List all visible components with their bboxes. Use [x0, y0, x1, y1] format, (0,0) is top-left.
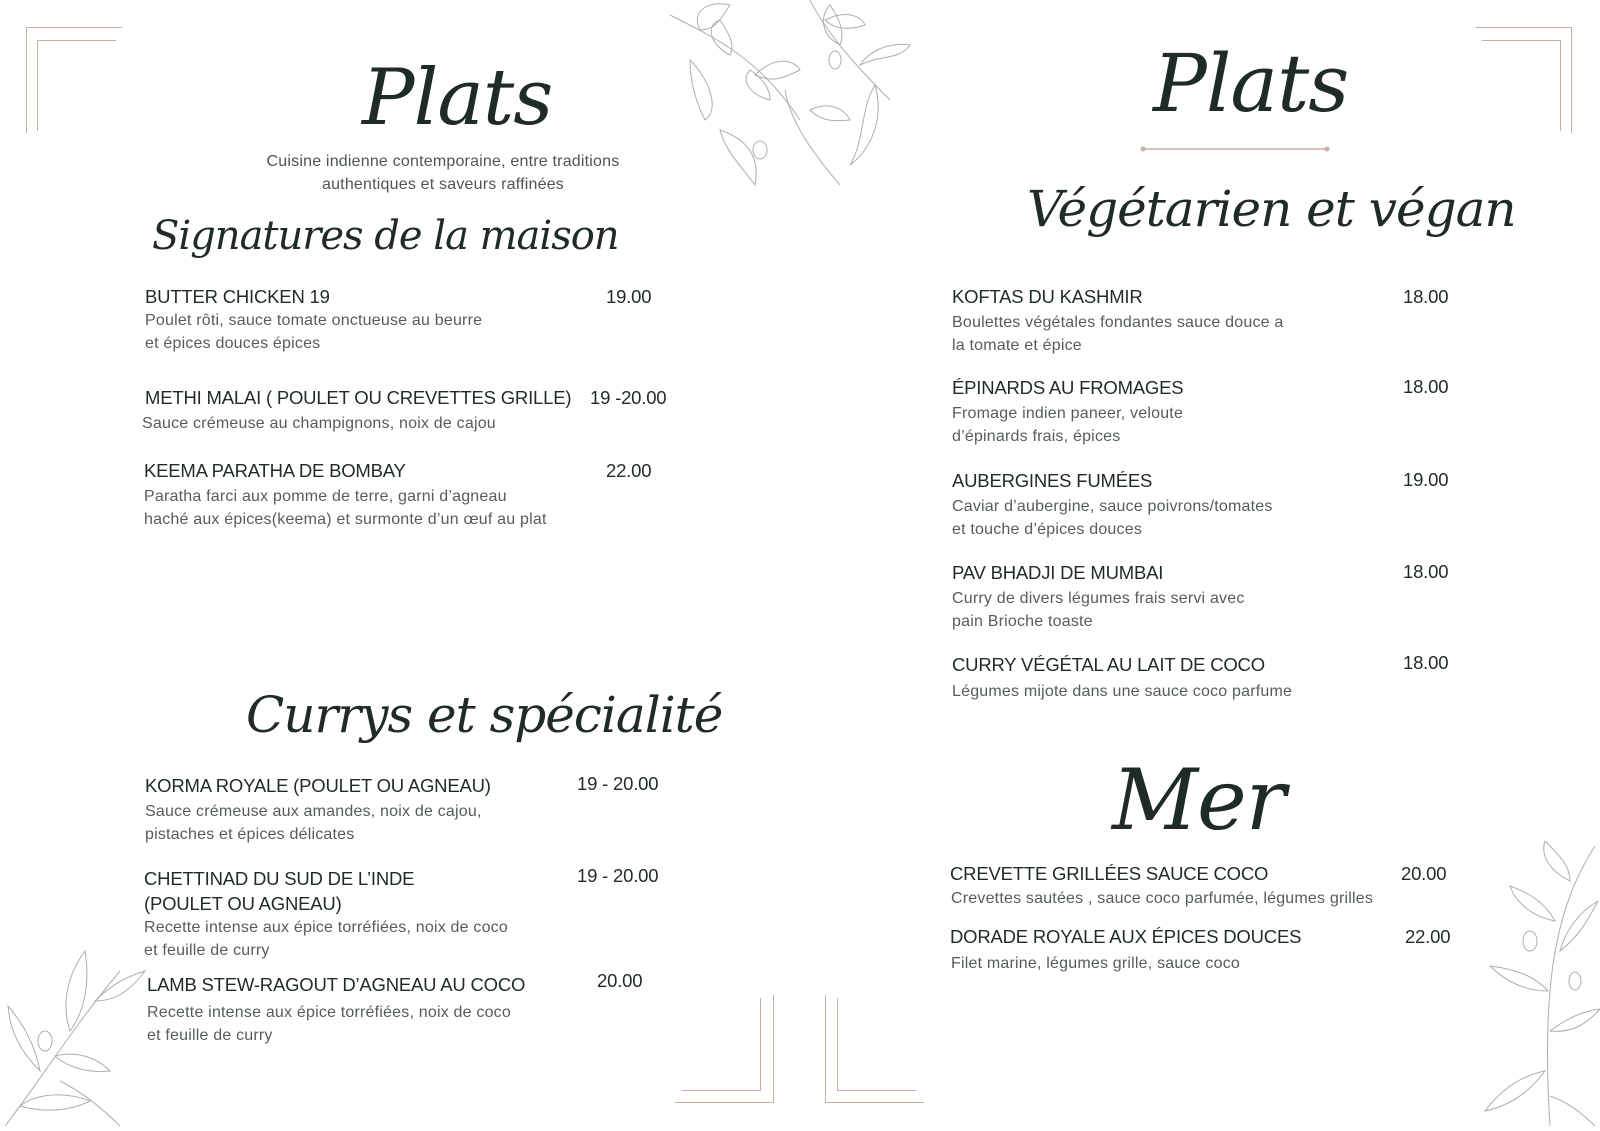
description-line: Boulettes végétales fondantes sauce douce a	[952, 314, 1284, 331]
description-line: la tomate et épice	[952, 337, 1082, 354]
corner-frame-top-left-inner	[37, 40, 116, 131]
menu-item-description	[147, 1001, 511, 1047]
description-line: et touche d’épices douces	[952, 521, 1143, 538]
menu-item-price: 22.00	[1405, 926, 1451, 947]
menu-item-description	[142, 412, 496, 435]
menu-item-description	[145, 309, 482, 355]
menu-item-price: 20.00	[1401, 863, 1447, 884]
menu-item-name: KORMA ROYALE (POULET OU AGNEAU)	[145, 775, 491, 796]
description-line: Recette intense aux épice torréfiées, noix de coco	[144, 919, 508, 936]
title-divider-ornament	[1140, 144, 1330, 154]
corner-frame-bottom-center-left-inner	[682, 998, 761, 1091]
menu-item-name: METHI MALAI ( POULET OU CREVETTES GRILLE)	[145, 387, 572, 408]
corner-frame-bottom-center-right-inner	[837, 998, 916, 1091]
menu-item-name: KOFTAS DU KASHMIR	[952, 286, 1143, 307]
subtitle-line: Cuisine indienne contemporaine, entre traditions	[266, 153, 620, 170]
menu-item-name: AUBERGINES FUMÉES	[952, 470, 1153, 491]
menu-item-name: KEEMA PARATHA DE BOMBAY	[144, 460, 406, 481]
menu-item-description	[952, 587, 1245, 633]
section-title-mer: Mer	[1112, 751, 1285, 849]
menu-item-price: 18.00	[1403, 286, 1449, 307]
right-page-title: Plats	[1153, 37, 1349, 130]
description-line: et feuille de curry	[147, 1027, 273, 1044]
item-name-line: (POULET OU AGNEAU)	[144, 893, 342, 914]
description-line: Légumes mijote dans une sauce coco parfume	[952, 683, 1293, 700]
olive-branch-top-center-icon	[660, 0, 940, 200]
menu-item-price: 19 - 20.00	[577, 865, 659, 886]
menu-item-name: CREVETTE GRILLÉES SAUCE COCO	[950, 863, 1269, 884]
menu-item-price: 20.00	[597, 970, 643, 991]
description-line: Filet marine, légumes grille, sauce coco	[951, 955, 1241, 972]
section-title-signatures: Signatures de la maison	[152, 213, 619, 259]
description-line: Caviar d’aubergine, sauce poivrons/tomates	[952, 498, 1273, 515]
corner-frame-top-right-inner	[1482, 40, 1561, 131]
description-line: et feuille de curry	[144, 942, 270, 959]
menu-item-price: 19 -20.00	[590, 387, 667, 408]
left-page-title: Plats	[362, 53, 553, 143]
menu-item-description	[145, 800, 482, 846]
item-name-line: CHETTINAD DU SUD DE L’INDE	[144, 868, 415, 889]
menu-item-description	[951, 887, 1373, 910]
description-line: Sauce crémeuse au champignons, noix de cajou	[142, 415, 496, 432]
description-line: Poulet rôti, sauce tomate onctueuse au beurre	[145, 312, 483, 329]
menu-item-description	[952, 495, 1273, 541]
menu-item-price: 18.00	[1403, 561, 1449, 582]
menu-item-description	[952, 402, 1183, 448]
menu-item-price: 19.00	[1403, 469, 1449, 490]
description-line: Sauce crémeuse aux amandes, noix de cajou,	[145, 803, 482, 820]
description-line: et épices douces épices	[145, 335, 321, 352]
menu-item-price: 18.00	[1403, 376, 1449, 397]
menu-item-price: 18.00	[1403, 652, 1449, 673]
description-line: Curry de divers légumes frais servi avec	[952, 590, 1245, 607]
menu-item-description	[144, 485, 547, 531]
menu-item-name: BUTTER CHICKEN 19	[145, 286, 330, 307]
menu-item-name: DORADE ROYALE AUX ÉPICES DOUCES	[950, 926, 1302, 947]
olive-branch-bottom-left-icon	[0, 931, 150, 1131]
menu-item-description	[952, 680, 1292, 703]
olive-branch-bottom-right-icon	[1470, 841, 1600, 1131]
section-title-currys: Currys et spécialité	[246, 686, 723, 744]
section-title-vegetarien: Végétarien et végan	[1027, 180, 1516, 238]
description-line: Paratha farci aux pomme de terre, garni d’agneau	[144, 488, 507, 505]
menu-item-description	[952, 311, 1284, 357]
menu-item-description	[144, 916, 508, 962]
subtitle-line: authentiques et saveurs raffinées	[321, 176, 564, 193]
menu-item-name: LAMB STEW-RAGOUT D’AGNEAU AU COCO	[147, 974, 526, 995]
menu-item-name: PAV BHADJI DE MUMBAI	[952, 562, 1164, 583]
description-line: Crevettes sautées , sauce coco parfumée, légumes grilles	[951, 890, 1374, 907]
description-line: d’épinards frais, épices	[952, 428, 1121, 445]
menu-item-price: 19.00	[606, 286, 652, 307]
menu-item-name	[144, 866, 414, 916]
menu-item-price: 22.00	[606, 460, 652, 481]
left-page-subtitle	[228, 150, 658, 196]
description-line: pistaches et épices délicates	[145, 826, 355, 843]
description-line: Recette intense aux épice torréfiées, noix de coco	[147, 1004, 511, 1021]
menu-item-price: 19 - 20.00	[577, 773, 659, 794]
menu-item-name: ÉPINARDS AU FROMAGES	[952, 377, 1184, 398]
description-line: haché aux épices(keema) et surmonte d’un œuf au plat	[144, 511, 547, 528]
description-line: Fromage indien paneer, veloute	[952, 405, 1184, 422]
menu-item-description	[951, 952, 1240, 975]
menu-item-name: CURRY VÉGÉTAL AU LAIT DE COCO	[952, 654, 1265, 675]
description-line: pain Brioche toaste	[952, 613, 1093, 630]
